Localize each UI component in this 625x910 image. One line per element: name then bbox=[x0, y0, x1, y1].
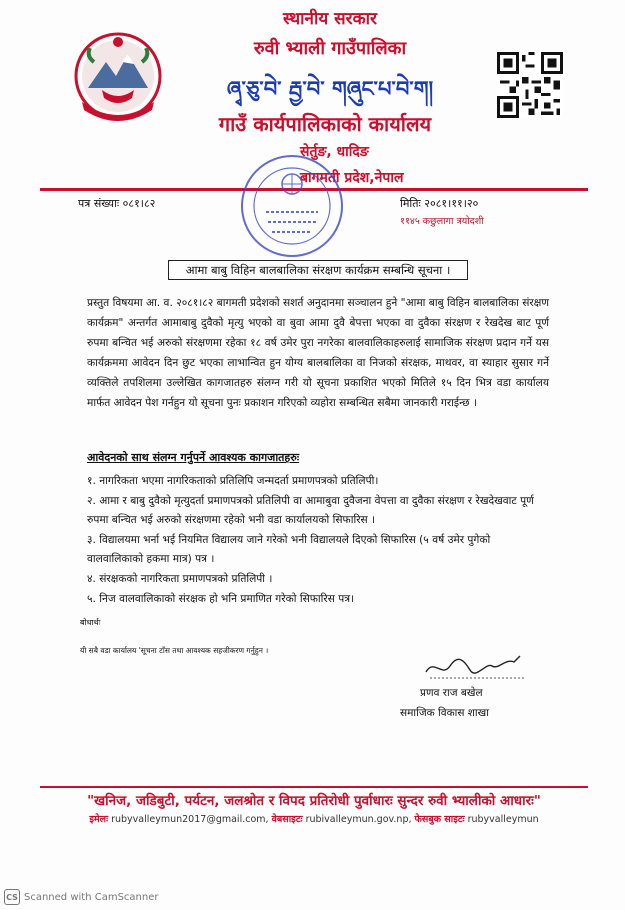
requirements-title: आवेदनको साथ संलग्न गर्नुपर्ने आवश्यक कागजातहरुः bbox=[87, 451, 300, 464]
signer-name: प्रणव राज बखेल bbox=[420, 687, 483, 699]
header-line-address: सेर्तुङ, धादिङ bbox=[300, 144, 369, 160]
list-item: ३. विद्यालयमा भर्ना भई नियमित विद्यालय जाने गरेको भनी विद्यालयले दिएको सिफारिस (५ वर्ष उमेर पुगेको वालवालिकाको हकमा मात्र) पत्र । bbox=[87, 533, 491, 566]
email-label: इमेलः bbox=[89, 814, 109, 825]
subject-box: आमा बाबु विहिन बालबालिका संरक्षण कार्यक्रम सम्बन्धि सूचना । bbox=[168, 260, 468, 280]
header-line-tibetan: ཞྭ་ཅུ་བེ་ རྦྱ་བེ་ གཞུང་པ་བེ་ག། bbox=[226, 76, 434, 101]
lunar-date: ११४५ कछुलागा त्रयोदशी bbox=[400, 216, 484, 227]
email-link[interactable]: rubyvalleymun2017@gmail.com, bbox=[111, 814, 269, 825]
scanner-watermark bbox=[4, 889, 159, 905]
list-item: १. नागरिकता भएमा नागरिकताको प्रतिलिपि जन्मदर्ता प्रमाणपत्रको प्रतिलिपी। bbox=[87, 475, 379, 487]
header-line-office: गाउँ कार्यपालिकाको कार्यालय bbox=[218, 112, 432, 136]
footer-divider bbox=[40, 786, 588, 788]
signer-section: समाजिक विकास शाखा bbox=[400, 707, 489, 719]
cc-label: बोधार्थः bbox=[80, 618, 101, 627]
office-seal-stamp-icon bbox=[238, 152, 346, 260]
reference-number: पत्र संख्याः ०८१।८२ bbox=[78, 197, 156, 210]
list-item: ५. निज वालवालिकाको संरक्षक हो भनि प्रमाणित गरेको सिफारिस पत्र। bbox=[87, 592, 355, 605]
list-item: ४. संरक्षकको नागरिकता प्रमाणपत्रको प्रतिलिपी । bbox=[87, 572, 273, 585]
requirements-list bbox=[87, 472, 549, 609]
letter-date: मितिः २०८१।११।२० bbox=[400, 197, 479, 210]
footer-slogan: "खनिज, जडिबुटी, पर्यटन, जलश्रोत र विपद प्रतिरोधी पुर्वाधारः सुन्दर रुवी भ्यालीको आधारः" bbox=[87, 793, 541, 809]
header-line-municipality: रुवी भ्याली गाउँपालिका bbox=[253, 38, 407, 59]
qr-code-icon bbox=[497, 52, 563, 118]
cc-line: यी सबै वडा कार्यालय 'सूचना टाँस तथा आवश्यक सहजीकरण गर्नुहुन । bbox=[80, 646, 269, 655]
nepal-emblem-icon bbox=[72, 28, 164, 128]
signature-icon bbox=[420, 652, 530, 682]
camscanner-logo-icon: CS bbox=[4, 889, 20, 905]
website-label: वेबसाइटः bbox=[271, 814, 303, 825]
facebook-label: फेसबुक साइटः bbox=[414, 814, 465, 825]
footer-contact bbox=[28, 812, 600, 825]
header-line-province: बागमती प्रदेश,नेपाल bbox=[300, 170, 404, 186]
facebook-link[interactable]: rubyvalleymun bbox=[467, 814, 539, 825]
list-item: २. आमा र बाबु दुवैको मृत्युदर्ता प्रमाणपत्रको प्रतिलिपी वा आमाबुवा दुवैजना वेपत्ता वा दुवैका संरक्षण र रेखदेखवाट पूर्ण रुपमा बन्चित भई अरुको संरक्षणमा रहेको भनी वडा कार्यालयको सिफारिस । bbox=[87, 494, 534, 527]
scanner-text: Scanned with CamScanner bbox=[24, 891, 159, 903]
header-line-local-government: स्थानीय सरकार bbox=[282, 9, 377, 29]
notice-body: प्रस्तुत विषयमा आ. व. २०८१।८२ बागमती प्रदेशको सशर्त अनुदानमा सञ्चालन हुने "आमा बाबु विहिन बालबालिका संरक्षण कार्यक्रम" अन्तर्गत आमाबाबु दुवैको मृत्यु भएको वा बुवा आमा दुवै बेपत्ता भएका वा दुवैका संरक्षण र रेखदेख बाट पूर्ण रुपमा बन्चित भई अरुको संरक्षणमा रहेका १८ वर्ष उमेर पुरा नगरेका बालवालिकाहरुलाई सामाजिक संरक्षण प्रदान गर्ने यस कार्यक्रममा आवेदन दिन छुट भएका लाभान्वित हुन योग्य बालबालिका वा निजको संरक्षक, माथवर, वा स्याहार सुसार गर्ने व्यक्तिले तपशिलमा उल्लेखित कागजातहरु संलग्न गरी यो सूचना प्रकाशित भएको मितिले १५ दिन भित्र वडा कार्यालय मार्फत आवेदन पेश गर्नहुन यो सूचना पुनः प्रकाशन गरिएको व्यहोरा सम्बन्धित सबैमा जानकारी गराईन्छ । bbox=[87, 297, 549, 409]
website-link[interactable]: rubivalleymun.gov.np, bbox=[305, 814, 412, 825]
